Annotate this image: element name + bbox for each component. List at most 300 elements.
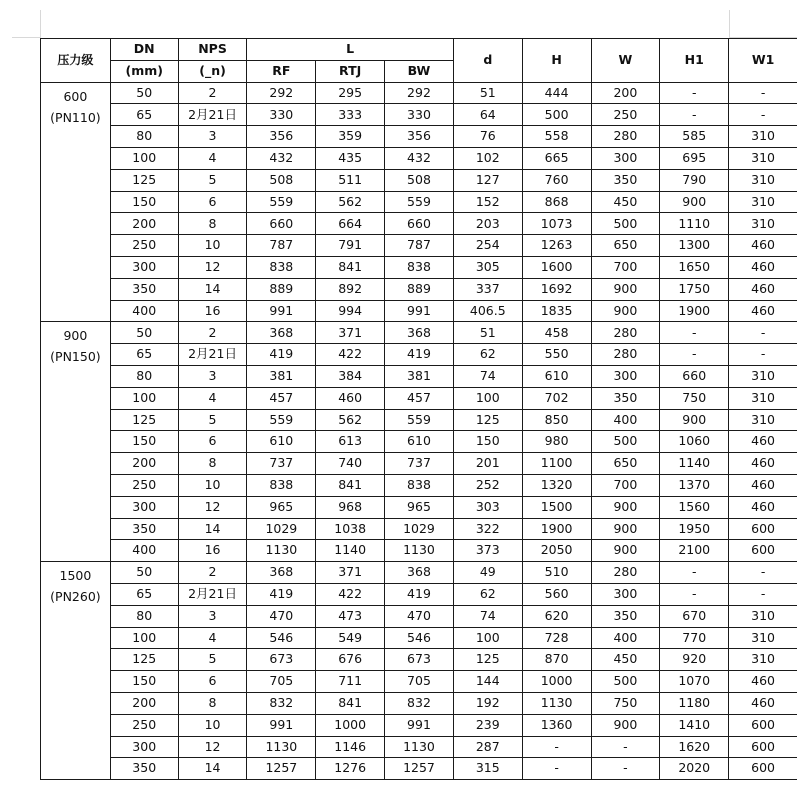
cell-nps: 16 [178, 540, 247, 562]
cell-d: 252 [453, 474, 522, 496]
cell-dn: 100 [110, 387, 178, 409]
cell-l-rf: 292 [247, 82, 316, 104]
class-label: 1500 [59, 568, 92, 584]
cell-h: 1263 [522, 235, 591, 257]
cell-l-bw: 965 [385, 496, 454, 518]
cell-d: 239 [453, 714, 522, 736]
cell-l-rtj: 1000 [316, 714, 385, 736]
cell-h1: 1900 [660, 300, 729, 322]
cell-h: 444 [522, 82, 591, 104]
table-row [41, 758, 797, 780]
cell-nps: 8 [178, 213, 247, 235]
cell-dn: 300 [110, 256, 178, 278]
cell-w1: 310 [729, 126, 797, 148]
cell-w1: - [729, 562, 797, 584]
table-row [41, 496, 797, 518]
cell-w: - [591, 736, 660, 758]
pn-label: (PN150) [50, 349, 101, 365]
table-row [41, 736, 797, 758]
table-row [41, 540, 797, 562]
cell-dn: 150 [110, 191, 178, 213]
cell-dn: 150 [110, 671, 178, 693]
cell-l-rf: 419 [247, 583, 316, 605]
cell-h1: 1650 [660, 256, 729, 278]
cell-l-rtj: 295 [316, 82, 385, 104]
cell-h1: 1410 [660, 714, 729, 736]
cell-nps: 14 [178, 758, 247, 780]
cell-l-bw: 838 [385, 256, 454, 278]
header-l: L [247, 39, 453, 61]
cell-l-rtj: 841 [316, 692, 385, 714]
cell-nps: 14 [178, 278, 247, 300]
cell-dn: 350 [110, 758, 178, 780]
cell-nps: 12 [178, 736, 247, 758]
cell-w: 650 [591, 453, 660, 475]
cell-h1: 790 [660, 169, 729, 191]
cell-l-rtj: 435 [316, 147, 385, 169]
cell-l-rtj: 549 [316, 627, 385, 649]
cell-l-rf: 368 [247, 322, 316, 344]
cell-d: 102 [453, 147, 522, 169]
cell-h1: 1060 [660, 431, 729, 453]
cell-l-rf: 419 [247, 344, 316, 366]
cell-l-rf: 457 [247, 387, 316, 409]
cell-h: 1835 [522, 300, 591, 322]
cell-l-rf: 673 [247, 649, 316, 671]
table-row [41, 300, 797, 322]
cell-w: 350 [591, 387, 660, 409]
cell-w: 900 [591, 714, 660, 736]
cell-w: 500 [591, 671, 660, 693]
cell-d: 287 [453, 736, 522, 758]
cell-w1: 600 [729, 758, 797, 780]
cell-w: 280 [591, 344, 660, 366]
cell-h: 558 [522, 126, 591, 148]
cell-l-rf: 356 [247, 126, 316, 148]
cell-l-bw: 889 [385, 278, 454, 300]
cell-h: 1100 [522, 453, 591, 475]
cell-dn: 125 [110, 409, 178, 431]
cell-w1: 310 [729, 409, 797, 431]
cell-h: 665 [522, 147, 591, 169]
cell-l-rf: 965 [247, 496, 316, 518]
cell-d: 125 [453, 649, 522, 671]
cell-l-rtj: 422 [316, 583, 385, 605]
cell-l-rtj: 562 [316, 191, 385, 213]
cell-d: 152 [453, 191, 522, 213]
cell-h: 870 [522, 649, 591, 671]
cell-l-rtj: 333 [316, 104, 385, 126]
cell-h1: 660 [660, 365, 729, 387]
cell-nps: 8 [178, 692, 247, 714]
cell-d: 51 [453, 82, 522, 104]
cell-w1: 310 [729, 191, 797, 213]
cell-w1: 460 [729, 300, 797, 322]
cell-w1: 310 [729, 213, 797, 235]
cell-nps: 10 [178, 714, 247, 736]
cell-d: 203 [453, 213, 522, 235]
header-h1: H1 [660, 39, 729, 83]
cell-d: 303 [453, 496, 522, 518]
cell-nps: 2 [178, 562, 247, 584]
cell-h: 550 [522, 344, 591, 366]
cell-h: 1320 [522, 474, 591, 496]
table-row [41, 213, 797, 235]
cell-l-rf: 660 [247, 213, 316, 235]
cell-nps: 3 [178, 605, 247, 627]
cell-w1: 460 [729, 453, 797, 475]
cell-h: 560 [522, 583, 591, 605]
cell-d: 144 [453, 671, 522, 693]
pn-label: (PN260) [50, 589, 101, 605]
cell-dn: 80 [110, 365, 178, 387]
cell-h1: 1300 [660, 235, 729, 257]
cell-dn: 50 [110, 562, 178, 584]
header-l-bw: BW [385, 60, 454, 82]
cell-l-rf: 991 [247, 300, 316, 322]
cell-h1: 770 [660, 627, 729, 649]
cell-d: 100 [453, 627, 522, 649]
cell-nps: 2 [178, 82, 247, 104]
header-w1: W1 [729, 39, 797, 83]
cell-h: 850 [522, 409, 591, 431]
cell-l-rf: 1130 [247, 540, 316, 562]
cell-l-bw: 737 [385, 453, 454, 475]
table-row [41, 605, 797, 627]
cell-w1: 310 [729, 605, 797, 627]
class-label: 900 [63, 328, 88, 344]
cell-d: 125 [453, 409, 522, 431]
table-row [41, 583, 797, 605]
cell-l-rtj: 968 [316, 496, 385, 518]
cell-w: 280 [591, 126, 660, 148]
cell-l-rf: 889 [247, 278, 316, 300]
cell-w: 280 [591, 562, 660, 584]
cell-nps: 5 [178, 409, 247, 431]
cell-h: 1900 [522, 518, 591, 540]
cell-nps: 5 [178, 649, 247, 671]
cell-h: 1692 [522, 278, 591, 300]
cell-l-bw: 673 [385, 649, 454, 671]
cell-l-bw: 432 [385, 147, 454, 169]
cell-nps: 6 [178, 431, 247, 453]
cell-h1: - [660, 322, 729, 344]
cell-w1: 600 [729, 714, 797, 736]
cell-h1: 1110 [660, 213, 729, 235]
cell-w1: - [729, 344, 797, 366]
cell-w: 500 [591, 431, 660, 453]
cell-d: 192 [453, 692, 522, 714]
cell-dn: 150 [110, 431, 178, 453]
cell-l-rf: 508 [247, 169, 316, 191]
cell-l-bw: 381 [385, 365, 454, 387]
cell-nps: 16 [178, 300, 247, 322]
cell-h1: 750 [660, 387, 729, 409]
cell-h: - [522, 758, 591, 780]
cell-dn: 200 [110, 453, 178, 475]
valve-dimension-table [40, 38, 797, 780]
cell-h: - [522, 736, 591, 758]
cell-d: 100 [453, 387, 522, 409]
table-row [41, 278, 797, 300]
cell-d: 373 [453, 540, 522, 562]
table-row [41, 627, 797, 649]
cell-nps: 10 [178, 235, 247, 257]
cell-h1: - [660, 562, 729, 584]
cell-h1: 2100 [660, 540, 729, 562]
cell-w: 650 [591, 235, 660, 257]
cell-h: 1130 [522, 692, 591, 714]
cell-l-rf: 1257 [247, 758, 316, 780]
cell-w: 900 [591, 540, 660, 562]
cell-dn: 65 [110, 583, 178, 605]
cell-l-rtj: 841 [316, 256, 385, 278]
cell-h1: - [660, 344, 729, 366]
header-w: W [591, 39, 660, 83]
cell-nps: 5 [178, 169, 247, 191]
cell-l-rtj: 1146 [316, 736, 385, 758]
table-row [41, 322, 797, 344]
cell-dn: 200 [110, 213, 178, 235]
cell-h: 1073 [522, 213, 591, 235]
cell-w: 350 [591, 169, 660, 191]
cell-d: 62 [453, 344, 522, 366]
cell-l-rf: 737 [247, 453, 316, 475]
cell-h1: 1370 [660, 474, 729, 496]
cell-nps: 3 [178, 126, 247, 148]
header-nps: NPS [178, 39, 247, 61]
cell-l-rf: 838 [247, 474, 316, 496]
cell-l-rf: 330 [247, 104, 316, 126]
cell-nps: 12 [178, 496, 247, 518]
cell-h1: - [660, 104, 729, 126]
cell-w: 500 [591, 213, 660, 235]
header-row-top [41, 39, 797, 61]
cell-dn: 100 [110, 627, 178, 649]
cell-l-rtj: 1276 [316, 758, 385, 780]
cell-h1: 900 [660, 409, 729, 431]
table-row [41, 191, 797, 213]
cell-w1: 460 [729, 256, 797, 278]
cell-w1: 310 [729, 169, 797, 191]
cell-w1: 310 [729, 365, 797, 387]
cell-dn: 125 [110, 169, 178, 191]
cell-l-rtj: 473 [316, 605, 385, 627]
cell-h: 1360 [522, 714, 591, 736]
cell-w: 900 [591, 278, 660, 300]
cell-l-rf: 705 [247, 671, 316, 693]
cell-d: 305 [453, 256, 522, 278]
cell-h1: 695 [660, 147, 729, 169]
cell-l-bw: 292 [385, 82, 454, 104]
cell-w1: 310 [729, 649, 797, 671]
cell-nps: 4 [178, 627, 247, 649]
table-row [41, 104, 797, 126]
cell-h1: - [660, 583, 729, 605]
cell-l-rf: 838 [247, 256, 316, 278]
cell-dn: 100 [110, 147, 178, 169]
cell-dn: 50 [110, 82, 178, 104]
header-l-rtj: RTJ [316, 60, 385, 82]
cell-dn: 400 [110, 300, 178, 322]
cell-w: 200 [591, 82, 660, 104]
cell-d: 74 [453, 365, 522, 387]
cell-nps: 3 [178, 365, 247, 387]
cell-w1: 310 [729, 627, 797, 649]
cell-h1: 1180 [660, 692, 729, 714]
pressure-class-cell [41, 322, 111, 562]
cell-l-rf: 991 [247, 714, 316, 736]
cell-dn: 80 [110, 126, 178, 148]
cell-w1: - [729, 583, 797, 605]
cell-l-bw: 787 [385, 235, 454, 257]
cell-h: 458 [522, 322, 591, 344]
cell-l-rf: 381 [247, 365, 316, 387]
cell-l-bw: 559 [385, 409, 454, 431]
cell-l-bw: 838 [385, 474, 454, 496]
cell-d: 254 [453, 235, 522, 257]
cell-l-rf: 1029 [247, 518, 316, 540]
cell-w1: 600 [729, 540, 797, 562]
cell-nps: 2月21日 [178, 583, 247, 605]
cell-w1: 460 [729, 235, 797, 257]
cell-h: 868 [522, 191, 591, 213]
cell-dn: 80 [110, 605, 178, 627]
cell-h1: 2020 [660, 758, 729, 780]
cell-l-rtj: 994 [316, 300, 385, 322]
cell-w: 300 [591, 365, 660, 387]
cell-nps: 12 [178, 256, 247, 278]
cell-h1: 1140 [660, 453, 729, 475]
cell-l-rtj: 359 [316, 126, 385, 148]
cell-w1: 600 [729, 518, 797, 540]
cell-nps: 2月21日 [178, 344, 247, 366]
cell-dn: 250 [110, 714, 178, 736]
pressure-class-cell [41, 82, 111, 322]
cell-l-rtj: 892 [316, 278, 385, 300]
cell-l-bw: 610 [385, 431, 454, 453]
cell-l-bw: 660 [385, 213, 454, 235]
cell-l-bw: 991 [385, 300, 454, 322]
cell-dn: 300 [110, 496, 178, 518]
cell-d: 74 [453, 605, 522, 627]
cell-h: 702 [522, 387, 591, 409]
cell-dn: 350 [110, 518, 178, 540]
cell-l-rtj: 1038 [316, 518, 385, 540]
cell-h1: 920 [660, 649, 729, 671]
cell-l-bw: 330 [385, 104, 454, 126]
cell-l-rtj: 613 [316, 431, 385, 453]
cell-l-rtj: 371 [316, 322, 385, 344]
cell-l-bw: 368 [385, 562, 454, 584]
cell-nps: 2月21日 [178, 104, 247, 126]
cell-w1: - [729, 104, 797, 126]
cell-h1: 1950 [660, 518, 729, 540]
cell-w1: 460 [729, 496, 797, 518]
table-row [41, 649, 797, 671]
cell-l-rtj: 676 [316, 649, 385, 671]
cell-d: 76 [453, 126, 522, 148]
cell-dn: 65 [110, 104, 178, 126]
header-d: d [453, 39, 522, 83]
cell-l-rtj: 1140 [316, 540, 385, 562]
cell-w1: 460 [729, 671, 797, 693]
cell-w: 300 [591, 147, 660, 169]
cell-dn: 350 [110, 278, 178, 300]
header-dn-unit: (mm) [110, 60, 178, 82]
header-pressure-class: 压力级 [41, 39, 111, 83]
cell-l-bw: 419 [385, 583, 454, 605]
cell-w1: 460 [729, 692, 797, 714]
cell-h1: 1620 [660, 736, 729, 758]
cell-l-rtj: 460 [316, 387, 385, 409]
cell-dn: 65 [110, 344, 178, 366]
table-row [41, 431, 797, 453]
cell-d: 201 [453, 453, 522, 475]
cell-h: 620 [522, 605, 591, 627]
cell-h: 610 [522, 365, 591, 387]
cell-w1: - [729, 322, 797, 344]
cell-l-rf: 546 [247, 627, 316, 649]
pn-label: (PN110) [50, 109, 101, 125]
cell-h1: - [660, 82, 729, 104]
cell-l-rtj: 740 [316, 453, 385, 475]
cell-l-rf: 610 [247, 431, 316, 453]
cell-l-bw: 1130 [385, 540, 454, 562]
cell-w: 300 [591, 583, 660, 605]
header-l-rf: RF [247, 60, 316, 82]
cell-l-bw: 832 [385, 692, 454, 714]
table-row [41, 714, 797, 736]
cell-d: 64 [453, 104, 522, 126]
cell-h: 728 [522, 627, 591, 649]
cell-w1: 310 [729, 147, 797, 169]
cell-l-bw: 1257 [385, 758, 454, 780]
cell-d: 150 [453, 431, 522, 453]
cell-l-rf: 470 [247, 605, 316, 627]
cell-dn: 200 [110, 692, 178, 714]
cell-l-rtj: 562 [316, 409, 385, 431]
cell-nps: 10 [178, 474, 247, 496]
header-h: H [522, 39, 591, 83]
cell-l-bw: 419 [385, 344, 454, 366]
cell-w: 350 [591, 605, 660, 627]
table-row [41, 671, 797, 693]
table-row [41, 562, 797, 584]
cell-h: 1500 [522, 496, 591, 518]
cell-w1: 310 [729, 387, 797, 409]
cell-l-rtj: 841 [316, 474, 385, 496]
cell-w: 900 [591, 496, 660, 518]
table-row [41, 235, 797, 257]
cell-l-bw: 559 [385, 191, 454, 213]
cell-h1: 585 [660, 126, 729, 148]
table-row [41, 126, 797, 148]
cell-l-bw: 991 [385, 714, 454, 736]
cell-w: 250 [591, 104, 660, 126]
cell-w1: 460 [729, 278, 797, 300]
cell-w: 700 [591, 256, 660, 278]
cell-d: 322 [453, 518, 522, 540]
crop-mark [12, 37, 41, 38]
cell-l-bw: 457 [385, 387, 454, 409]
cell-l-bw: 356 [385, 126, 454, 148]
cell-l-bw: 1130 [385, 736, 454, 758]
cell-w: 700 [591, 474, 660, 496]
cell-l-bw: 1029 [385, 518, 454, 540]
cell-nps: 8 [178, 453, 247, 475]
cell-d: 406.5 [453, 300, 522, 322]
